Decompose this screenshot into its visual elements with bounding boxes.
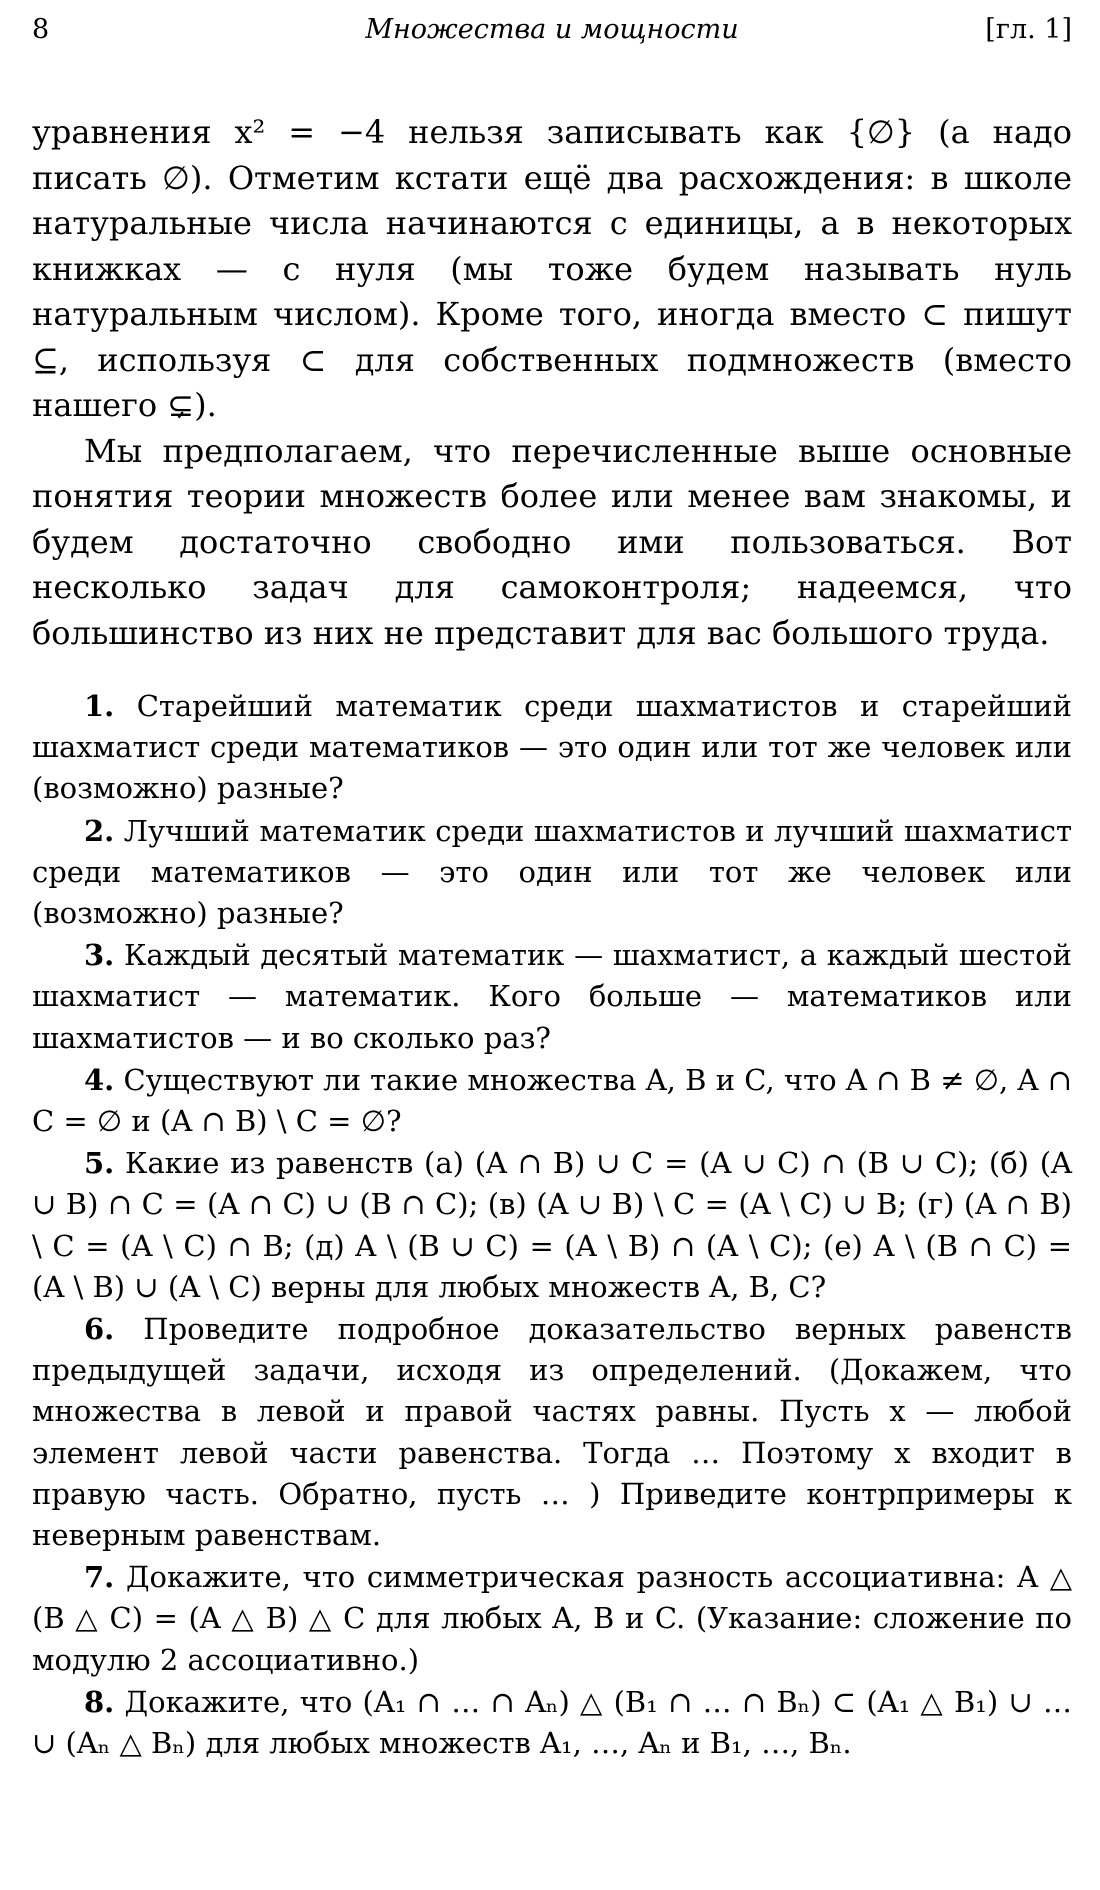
problem-item bbox=[32, 935, 1072, 1059]
problem-number: 6. bbox=[84, 1312, 115, 1347]
problem-item bbox=[32, 1309, 1072, 1556]
problem-text: Старейший математик среди шахматистов и старейший шахматист среди математиков — это один или тот же человек или (возможно) разные? bbox=[32, 689, 1072, 806]
problem-item bbox=[32, 1060, 1072, 1142]
problem-number: 3. bbox=[84, 938, 115, 973]
problem-item bbox=[32, 686, 1072, 810]
problem-number: 1. bbox=[84, 689, 115, 723]
problem-number: 7. bbox=[84, 1560, 115, 1595]
intro-paragraph-1: уравнения x² = −4 нельзя записывать как {∅} (а надо писать ∅). Отметим кстати ещё два расхождения: в школе натуральные числа начинаются с единицы, а в некоторых книжках — с нуля (мы тоже будем называть нуль натуральным числом). Кроме того, иногда вместо ⊂ пишут ⊆, используя ⊂ для собственных подмножеств (вместо нашего ⊊). bbox=[32, 113, 1072, 424]
problem-text: Каждый десятый математик — шахматист, а каждый шестой шахматист — математик. Кого больше — математиков или шахматистов — и во сколько раз? bbox=[32, 938, 1073, 1055]
problem-list bbox=[32, 686, 1072, 1765]
problem-item bbox=[32, 1557, 1072, 1681]
problem-item bbox=[32, 1143, 1072, 1308]
problem-text: Какие из равенств (а) (A ∩ B) ∪ C = (A ∪ C) ∩ (B ∪ C); (б) (A ∪ B) ∩ C = (A ∩ C) ∪ (B ∩ C); (в) (A ∪ B) \ C = (A \ C) ∪ B; (г) (A ∩ B) \ C = (A \ C) ∩ B; (д) A \ (B ∪ C) = (A \ B) ∩ (A \ C); (е) A \ (B ∩ C) = (A \ B) ∪ (A \ C) верны для любых множеств A, B, C? bbox=[32, 1146, 1072, 1304]
problem-number: 8. bbox=[84, 1684, 115, 1719]
problem-text: Докажите, что (A₁ ∩ … ∩ Aₙ) △ (B₁ ∩ … ∩ Bₙ) ⊂ (A₁ △ B₁) ∪ … ∪ (Aₙ △ Bₙ) для любых множеств A₁, …, Aₙ и B₁, …, Bₙ. bbox=[32, 1684, 1073, 1761]
page-number: 8 bbox=[32, 14, 50, 45]
problem-number: 4. bbox=[84, 1062, 115, 1097]
intro-text bbox=[32, 110, 1072, 656]
problem-number: 2. bbox=[84, 813, 115, 848]
problem-text: Проведите подробное доказательство верных равенств предыдущей задачи, исходя из определений. (Докажем, что множества в левой и правой частях равны. Пусть x — любой элемент левой части равенства. Тогда … Поэтому x входит в правую часть. Обратно, пусть … ) Приведите контрпримеры к неверным равенствам. bbox=[32, 1312, 1073, 1553]
running-header bbox=[32, 10, 1072, 50]
chapter-marker: [гл. 1] bbox=[985, 14, 1072, 45]
running-title: Множества и мощности bbox=[365, 14, 739, 45]
problem-number: 5. bbox=[84, 1146, 115, 1181]
intro-paragraph-2: Мы предполагаем, что перечисленные выше основные понятия теории множеств более или менее вам знакомы, и будем достаточно свободно ими пользоваться. Вот несколько задач для самоконтроля; надеемся, что большинство из них не представит для вас большого труда. bbox=[32, 431, 1072, 652]
problem-text: Докажите, что симметрическая разность ассоциативна: A △ (B △ C) = (A △ B) △ C для любых A, B и C. (Указание: сложение по модулю 2 ассоциативно.) bbox=[32, 1560, 1073, 1677]
problem-text: Лучший математик среди шахматистов и лучший шахматист среди математиков — это один или тот же человек или (возможно) разные? bbox=[32, 813, 1072, 931]
problem-text: Существуют ли такие множества A, B и C, что A ∩ B ≠ ∅, A ∩ C = ∅ и (A ∩ B) \ C = ∅? bbox=[32, 1062, 1073, 1139]
problem-item bbox=[32, 1682, 1072, 1764]
problem-item bbox=[32, 811, 1072, 935]
